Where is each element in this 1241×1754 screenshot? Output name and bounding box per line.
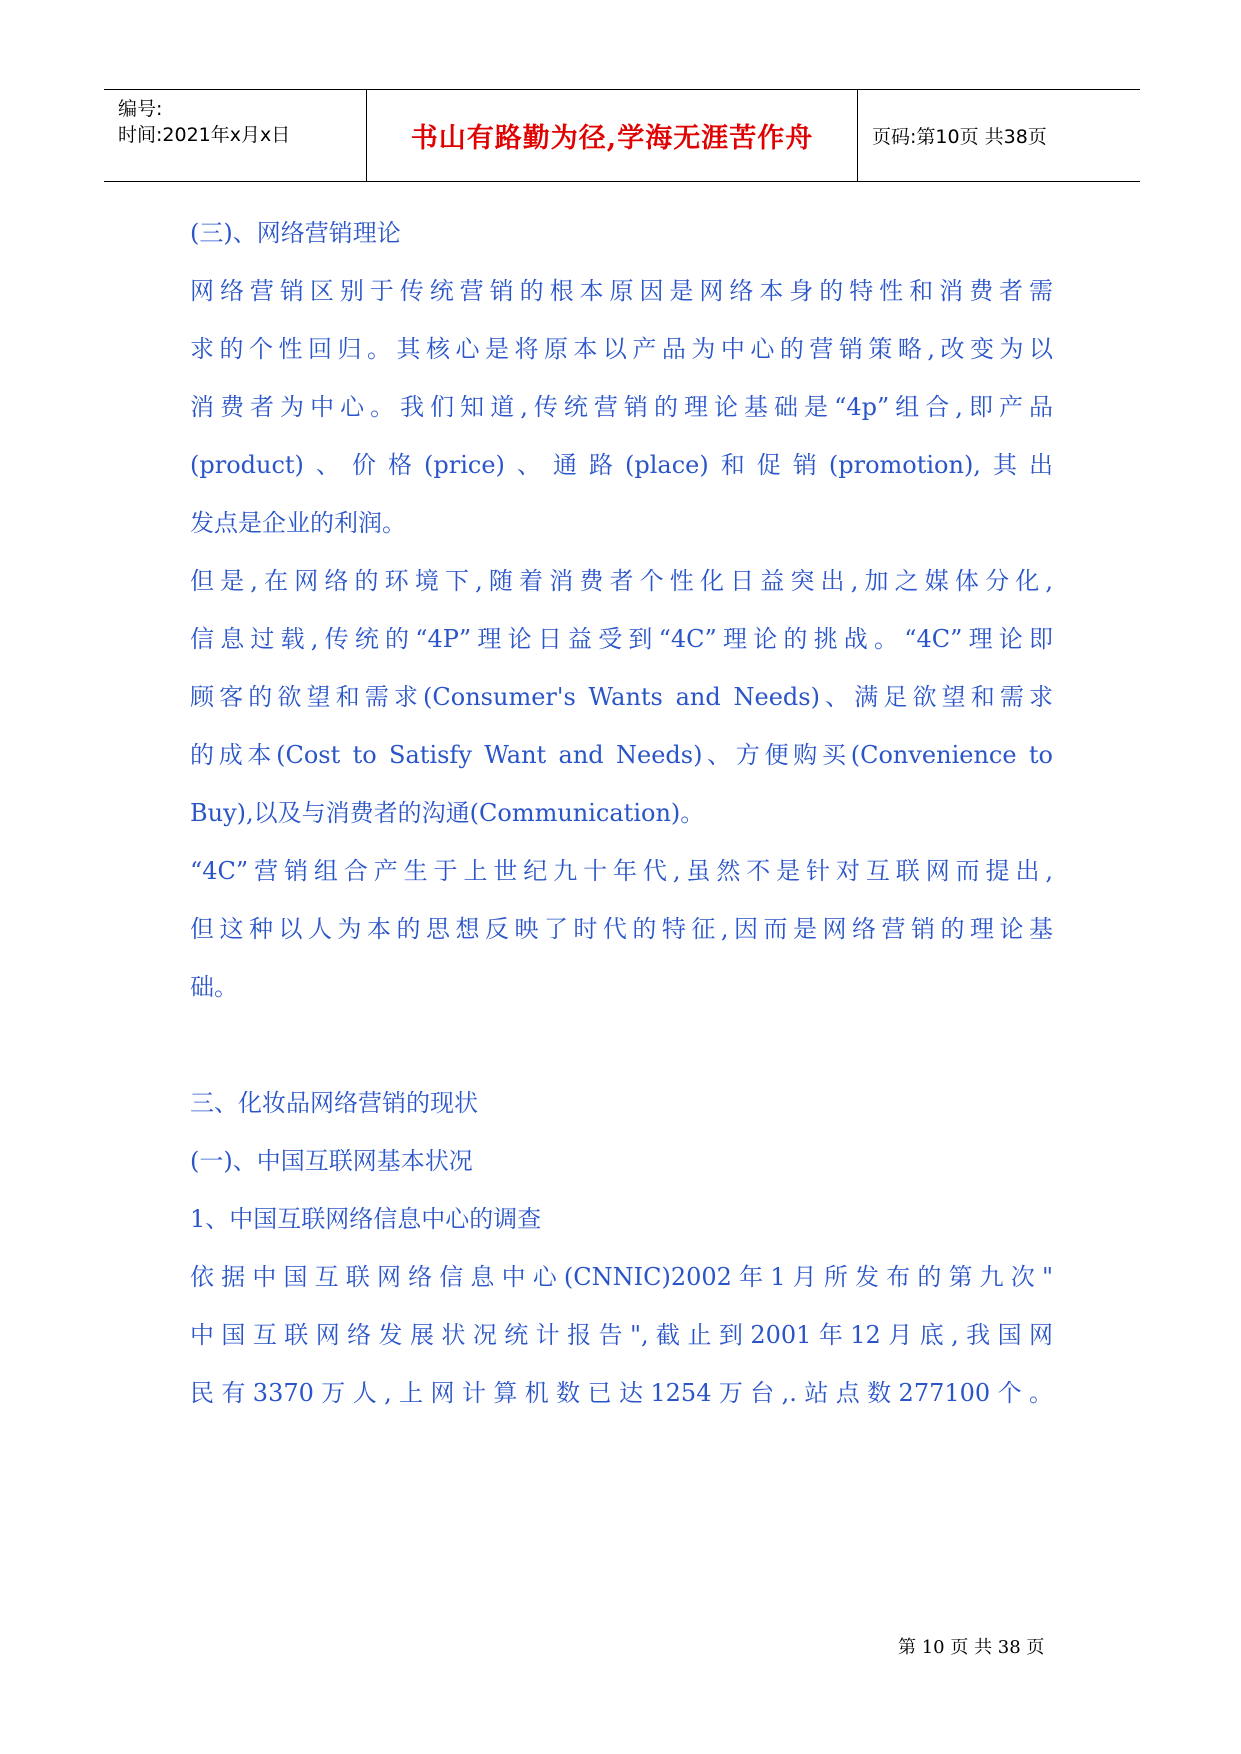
paragraph-line: 依据中国互联网络信息中心(CNNIC)2002年1月所发布的第九次" bbox=[190, 1263, 1053, 1291]
paragraph-line: 消费者为中心。我们知道,传统营销的理论基础是“4p”组合,即产品 bbox=[190, 393, 1053, 421]
document-time-label: 时间:2021年x月x日 bbox=[118, 124, 291, 146]
paragraph-line: 民有3370万人,上网计算机数已达1254万台,.站点数277100个。 bbox=[190, 1379, 1053, 1407]
paragraph-line: 但这种以人为本的思想反映了时代的特征,因而是网络营销的理论基 bbox=[190, 915, 1053, 943]
subsection-heading: 1、中国互联网络信息中心的调查 bbox=[190, 1205, 542, 1233]
paragraph-line: 信息过载,传统的“4P”理论日益受到“4C”理论的挑战。“4C”理论即 bbox=[190, 625, 1053, 653]
paragraph-line: 的成本(Cost to Satisfy Want and Needs)、方便购买(Convenience to bbox=[190, 741, 1053, 769]
page-header bbox=[104, 89, 1140, 182]
header-meta bbox=[104, 90, 367, 181]
paragraph-line: 发点是企业的利润。 bbox=[190, 509, 406, 537]
paragraph-line: (product)、价格(price)、通路(place)和促销(promotion),其出 bbox=[190, 451, 1053, 479]
paragraph-line: Buy),以及与消费者的沟通(Communication)。 bbox=[190, 799, 705, 827]
page-footer: 第 10 页 共 38 页 bbox=[898, 1637, 1045, 1658]
paragraph-line: 求的个性回归。其核心是将原本以产品为中心的营销策略,改变为以 bbox=[190, 335, 1053, 363]
paragraph-line: 但是,在网络的环境下,随着消费者个性化日益突出,加之媒体分化, bbox=[190, 567, 1053, 595]
paragraph-line: 中国互联网络发展状况统计报告",截止到2001年12月底,我国网 bbox=[190, 1321, 1053, 1349]
subsection-heading: (一)、中国互联网基本状况 bbox=[190, 1147, 473, 1175]
paragraph-line: 础。 bbox=[190, 973, 238, 1001]
paragraph-line: “4C”营销组合产生于上世纪九十年代,虽然不是针对互联网而提出, bbox=[190, 857, 1053, 885]
section-heading: 三、化妆品网络营销的现状 bbox=[190, 1089, 478, 1117]
paragraph-line: 网络营销区别于传统营销的根本原因是网络本身的特性和消费者需 bbox=[190, 277, 1053, 305]
section-heading: (三)、网络营销理论 bbox=[190, 219, 401, 247]
header-page-info: 页码:第10页 共38页 bbox=[872, 126, 1047, 148]
paragraph-line: 顾客的欲望和需求(Consumer's Wants and Needs)、满足欲望和需求 bbox=[190, 683, 1053, 711]
header-motto: 书山有路勤为径,学海无涯苦作舟 bbox=[367, 90, 858, 181]
document-number-label: 编号: bbox=[118, 98, 163, 120]
